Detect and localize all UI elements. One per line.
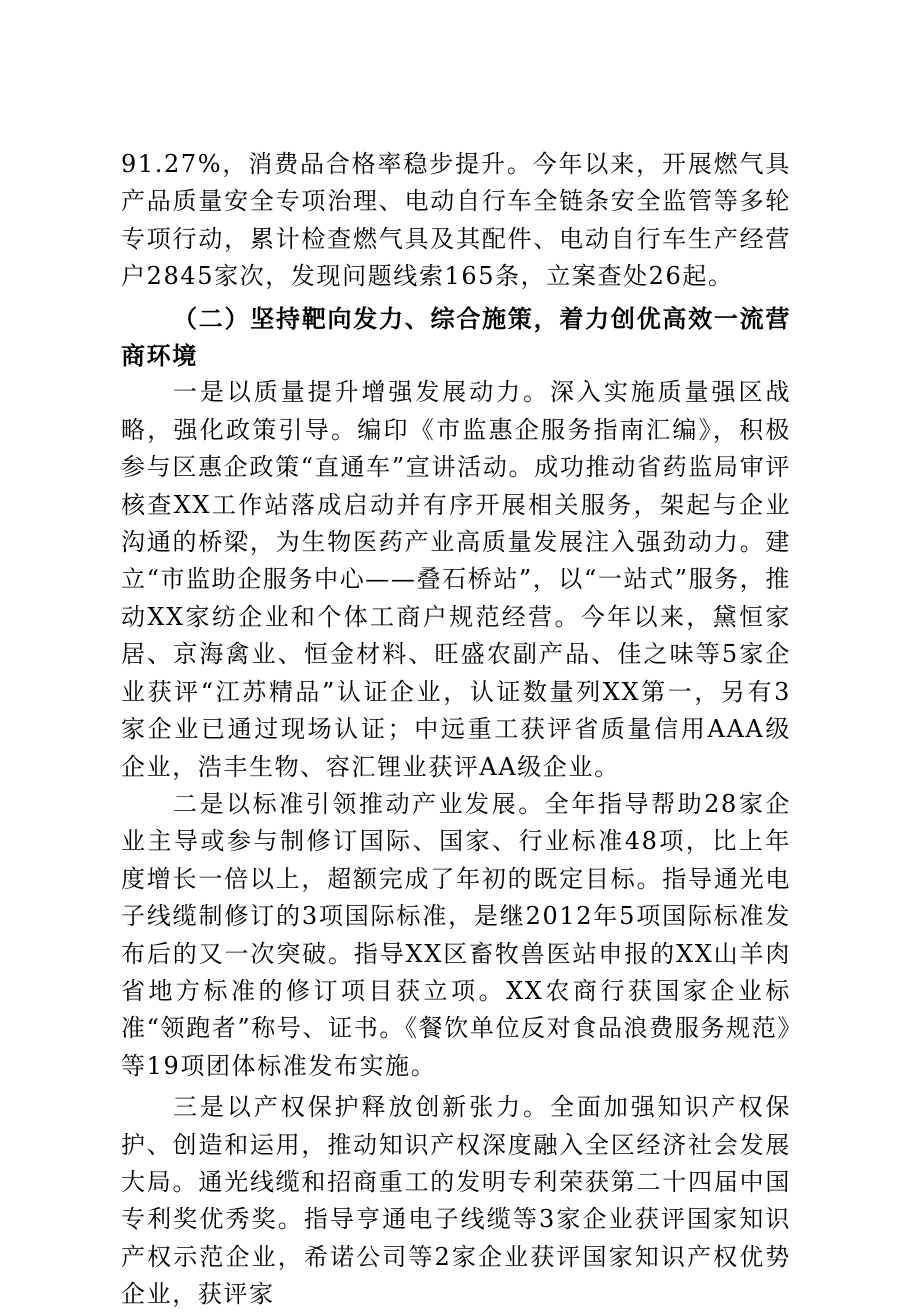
section-heading-business-environment: （二）坚持靶向发力、综合施策，着力创优高效一流营商环境 [121,303,791,371]
paragraph-quality-improvement: 一是以质量提升增强发展动力。深入实施质量强区战略，强化政策引导。编印《市监惠企服务指南汇编》，积极参与区惠企政策“直通车”宣讲活动。成功推动省药监局审评核查XX工作站落成启动并有序开展相关服务，架起与企业沟通的桥梁，为生物医药产业高质量发展注入强劲动力。建立“市监助企服务中心——叠石桥站”，以“一站式”服务，推动XX家纺企业和个体工商户规范经营。今年以来，黛恒家居、京海禽业、恒金材料、旺盛农副产品、佳之味等5家企业获评“江苏精品”认证企业，认证数量列XX第一，另有3家企业已通过现场认证；中远重工获评省质量信用AAA级企业，浩丰生物、容汇锂业获评AA级企业。 [121,378,791,781]
paragraph-standards: 二是以标准引领推动产业发展。全年指导帮助28家企业主导或参与制修订国际、国家、行业标准48项，比上年度增长一倍以上，超额完成了年初的既定目标。指导通光电子线缆制修订的3项国际标准，是继2012年5项国际标准发布后的又一次突破。指导XX区畜牧兽医站申报的XX山羊肉省地方标准的修订项目获立项。XX农商行获国家企业标准“领跑者”称号、证书。《餐饮单位反对食品浪费服务规范》等19项团体标准发布实施。 [121,789,791,1080]
paragraph-ip-protection: 三是以产权保护释放创新张力。全面加强知识产权保护、创造和运用，推动知识产权深度融入全区经济社会发展大局。通光线缆和招商重工的发明专利荣获第二十四届中国专利奖优秀奖。指导亨通电子线缆等3家企业获评国家知识产权示范企业，希诺公司等2家企业获评国家知识产权优势企业，获评家 [121,1093,791,1309]
document-body [121,146,791,1314]
paragraph-quality-rate: 91.27%，消费品合格率稳步提升。今年以来，开展燃气具产品质量安全专项治理、电动自行车全链条安全监管等多轮专项行动，累计检查燃气具及其配件、电动自行车生产经营户2845家次，发现问题线索165条，立案查处26起。 [121,150,791,291]
